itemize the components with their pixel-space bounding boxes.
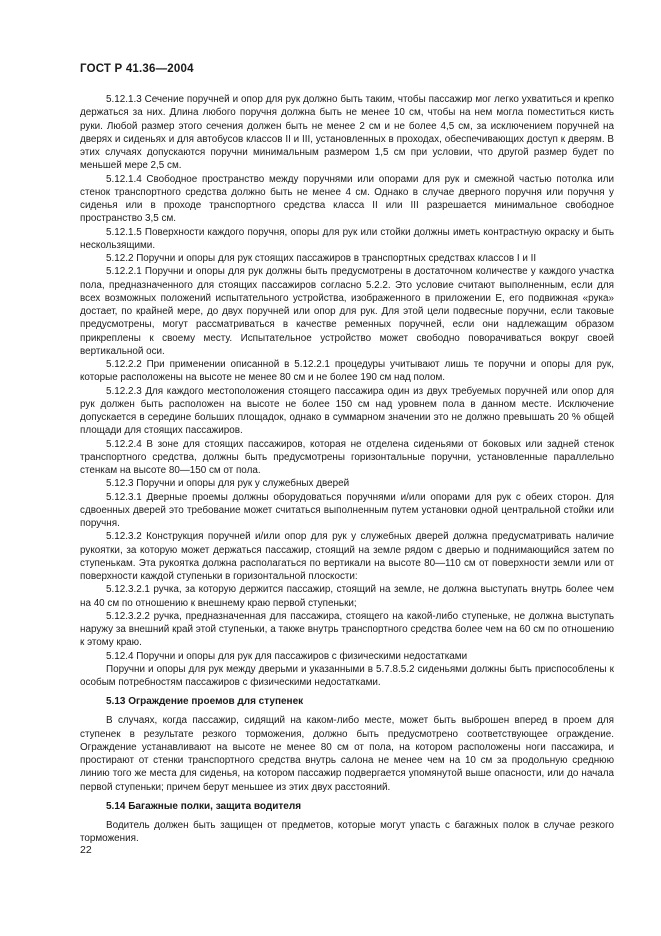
- paragraph-5-12-4: 5.12.4 Поручни и опоры для рук для пассажиров с физическими недостатками: [106, 650, 468, 662]
- standard-header: ГОСТ Р 41.36—2004: [80, 63, 194, 75]
- paragraph-5-12-2-4: 5.12.2.4 В зоне для стоящих пассажиров, которая не отделена сиденьями от боковых или задней стенок транспортного средства, должны быть предусмотрены горизонтальные поручни, установленные параллельно стенкам на высоте 80—150 см от пола.: [80, 438, 614, 476]
- paragraph-5-13-text: В случаях, когда пассажир, сидящий на каком-либо месте, может быть выброшен вперед в проем для ступенек в результате резкого торможения, должно быть предусмотрено соответствующее ограждение. Ограждение устанавливают на высоте не менее 80 см от пола, на котором расположены ноги пассажира, и простирают от стенки транспортного средства внутрь салона не менее чем на 10 см за продольную среднюю линию того же места для сиденья, на котором пассажир подвергается упомянутой выше опасности, или до начала первой ступеньки; причем берут меньшее из этих двух расстояний.: [80, 715, 614, 793]
- section-heading-5-13: 5.13 Ограждение проемов для ступенек: [106, 696, 304, 708]
- paragraph-5-12-2-1: 5.12.2.1 Поручни и опоры для рук должны быть предусмотрены в достаточном количестве у каждого участка пола, предназначенного для стоящих пассажиров согласно 5.2.2. Это условие считают выполненным, если для всех возможных положений испытательного устройства, изображенного в приложении Е, его подвижная «рука» достает, по крайней мере, до двух поручней или опор для рук. Для этой цели подвесные поручни, если таковые предусмотрены, могут рассматриваться в качестве ременных поручней, если они надлежащим образом прикреплены к своему месту. Испытательное устройство может свободно поворачиваться вокруг своей вертикальной оси.: [80, 266, 614, 357]
- paragraph-5-12-3-2: 5.12.3.2 Конструкция поручней и/или опор для рук у служебных дверей должна предусматривать наличие рукоятки, за которую может держаться пассажир, стоящий на земле рядом с дверью и поднимающийся затем по ступенькам. Эта рукоятка должна располагаться по вертикали на высоте 80—110 см от поверхности земли или от поверхности каждой ступеньки в горизонтальной плоскости:: [80, 531, 614, 582]
- page-number: 22: [80, 844, 92, 856]
- paragraph-5-12-3-2-1: 5.12.3.2.1 ручка, за которую держится пассажир, стоящий на земле, не должна выступать внутрь более чем на 40 см по отношению к внешнему краю первой ступеньки;: [80, 584, 614, 609]
- paragraph-5-12-1-3: 5.12.1.3 Сечение поручней и опор для рук должно быть таким, чтобы пассажир мог легко ухватиться и крепко держаться за них. Длина любого поручня должна быть не менее 10 см, чтобы на нем могла поместиться кисть руки. Любой размер этого сечения должен быть не менее 2 см и не более 4,5 см, за исключением поручней на дверях и сиденьях и для автобусов классов II и III, установленных в проходах, обеспечивающих доступ к дверям. В этих случаях допускаются поручни минимальным размером 1,5 см при условии, что другой размер будет по меньшей мере 2,5 см.: [80, 94, 614, 172]
- paragraph-5-12-1-5: 5.12.1.5 Поверхности каждого поручня, опоры для рук или стойки должны иметь контрастную окраску и быть нескользящими.: [80, 226, 614, 251]
- paragraph-5-12-3-1: 5.12.3.1 Дверные проемы должны оборудоваться поручнями и/или опорами для рук с обеих сторон. Для сдвоенных дверей это требование может считаться выполненным путем установки одной центральной стойки или поручня.: [80, 491, 614, 529]
- paragraph-5-12-2-2: 5.12.2.2 При применении описанной в 5.12.2.1 процедуры учитывают лишь те поручни и опоры для рук, которые расположены на высоте не менее 80 см и не более 190 см над полом.: [80, 359, 614, 384]
- document-body: [80, 93, 614, 845]
- paragraph-5-12-1-4: 5.12.1.4 Свободное пространство между поручнями или опорами для рук и смежной частью потолка или стенок транспортного средства должно быть не менее 4 см. Однако в случае дверного поручня или поручня у сиденья или в проходе транспортного средства класса II или III разрешается минимальное свободное пространство 3,5 см.: [80, 173, 614, 225]
- paragraph-5-12-2-3: 5.12.2.3 Для каждого местоположения стоящего пассажира один из двух требуемых поручней или опор для рук должен быть расположен на высоте не более 150 см над уровнем пола в данном месте. Исключение допускается в середине больших площадок, однако в суммарном значении это не должно превышать 20 % общей площади для стоящих пассажиров.: [80, 385, 614, 437]
- paragraph-5-12-3: 5.12.3 Поручни и опоры для рук у служебных дверей: [106, 478, 350, 490]
- paragraph-5-12-3-2-2: 5.12.3.2.2 ручка, предназначенная для пассажира, стоящего на какой-либо ступеньке, не должна выступать наружу за внешний край этой ступеньки, а также внутрь транспортного средства более чем на 60 см по отношению к этому краю.: [80, 610, 614, 649]
- section-heading-5-14: 5.14 Багажные полки, защита водителя: [106, 800, 302, 812]
- paragraph-5-12-2: 5.12.2 Поручни и опоры для рук стоящих пассажиров в транспортных средствах классов I и II: [106, 253, 537, 264]
- paragraph-5-12-4-text: Поручни и опоры для рук между дверьми и указанными в 5.7.8.5.2 сиденьями должны быть приспособлены к особым потребностям пассажиров с физическими недостатками.: [80, 663, 614, 688]
- paragraph-5-14-text: Водитель должен быть защищен от предметов, которые могут упасть с багажных полок в случае резкого торможения.: [80, 819, 614, 844]
